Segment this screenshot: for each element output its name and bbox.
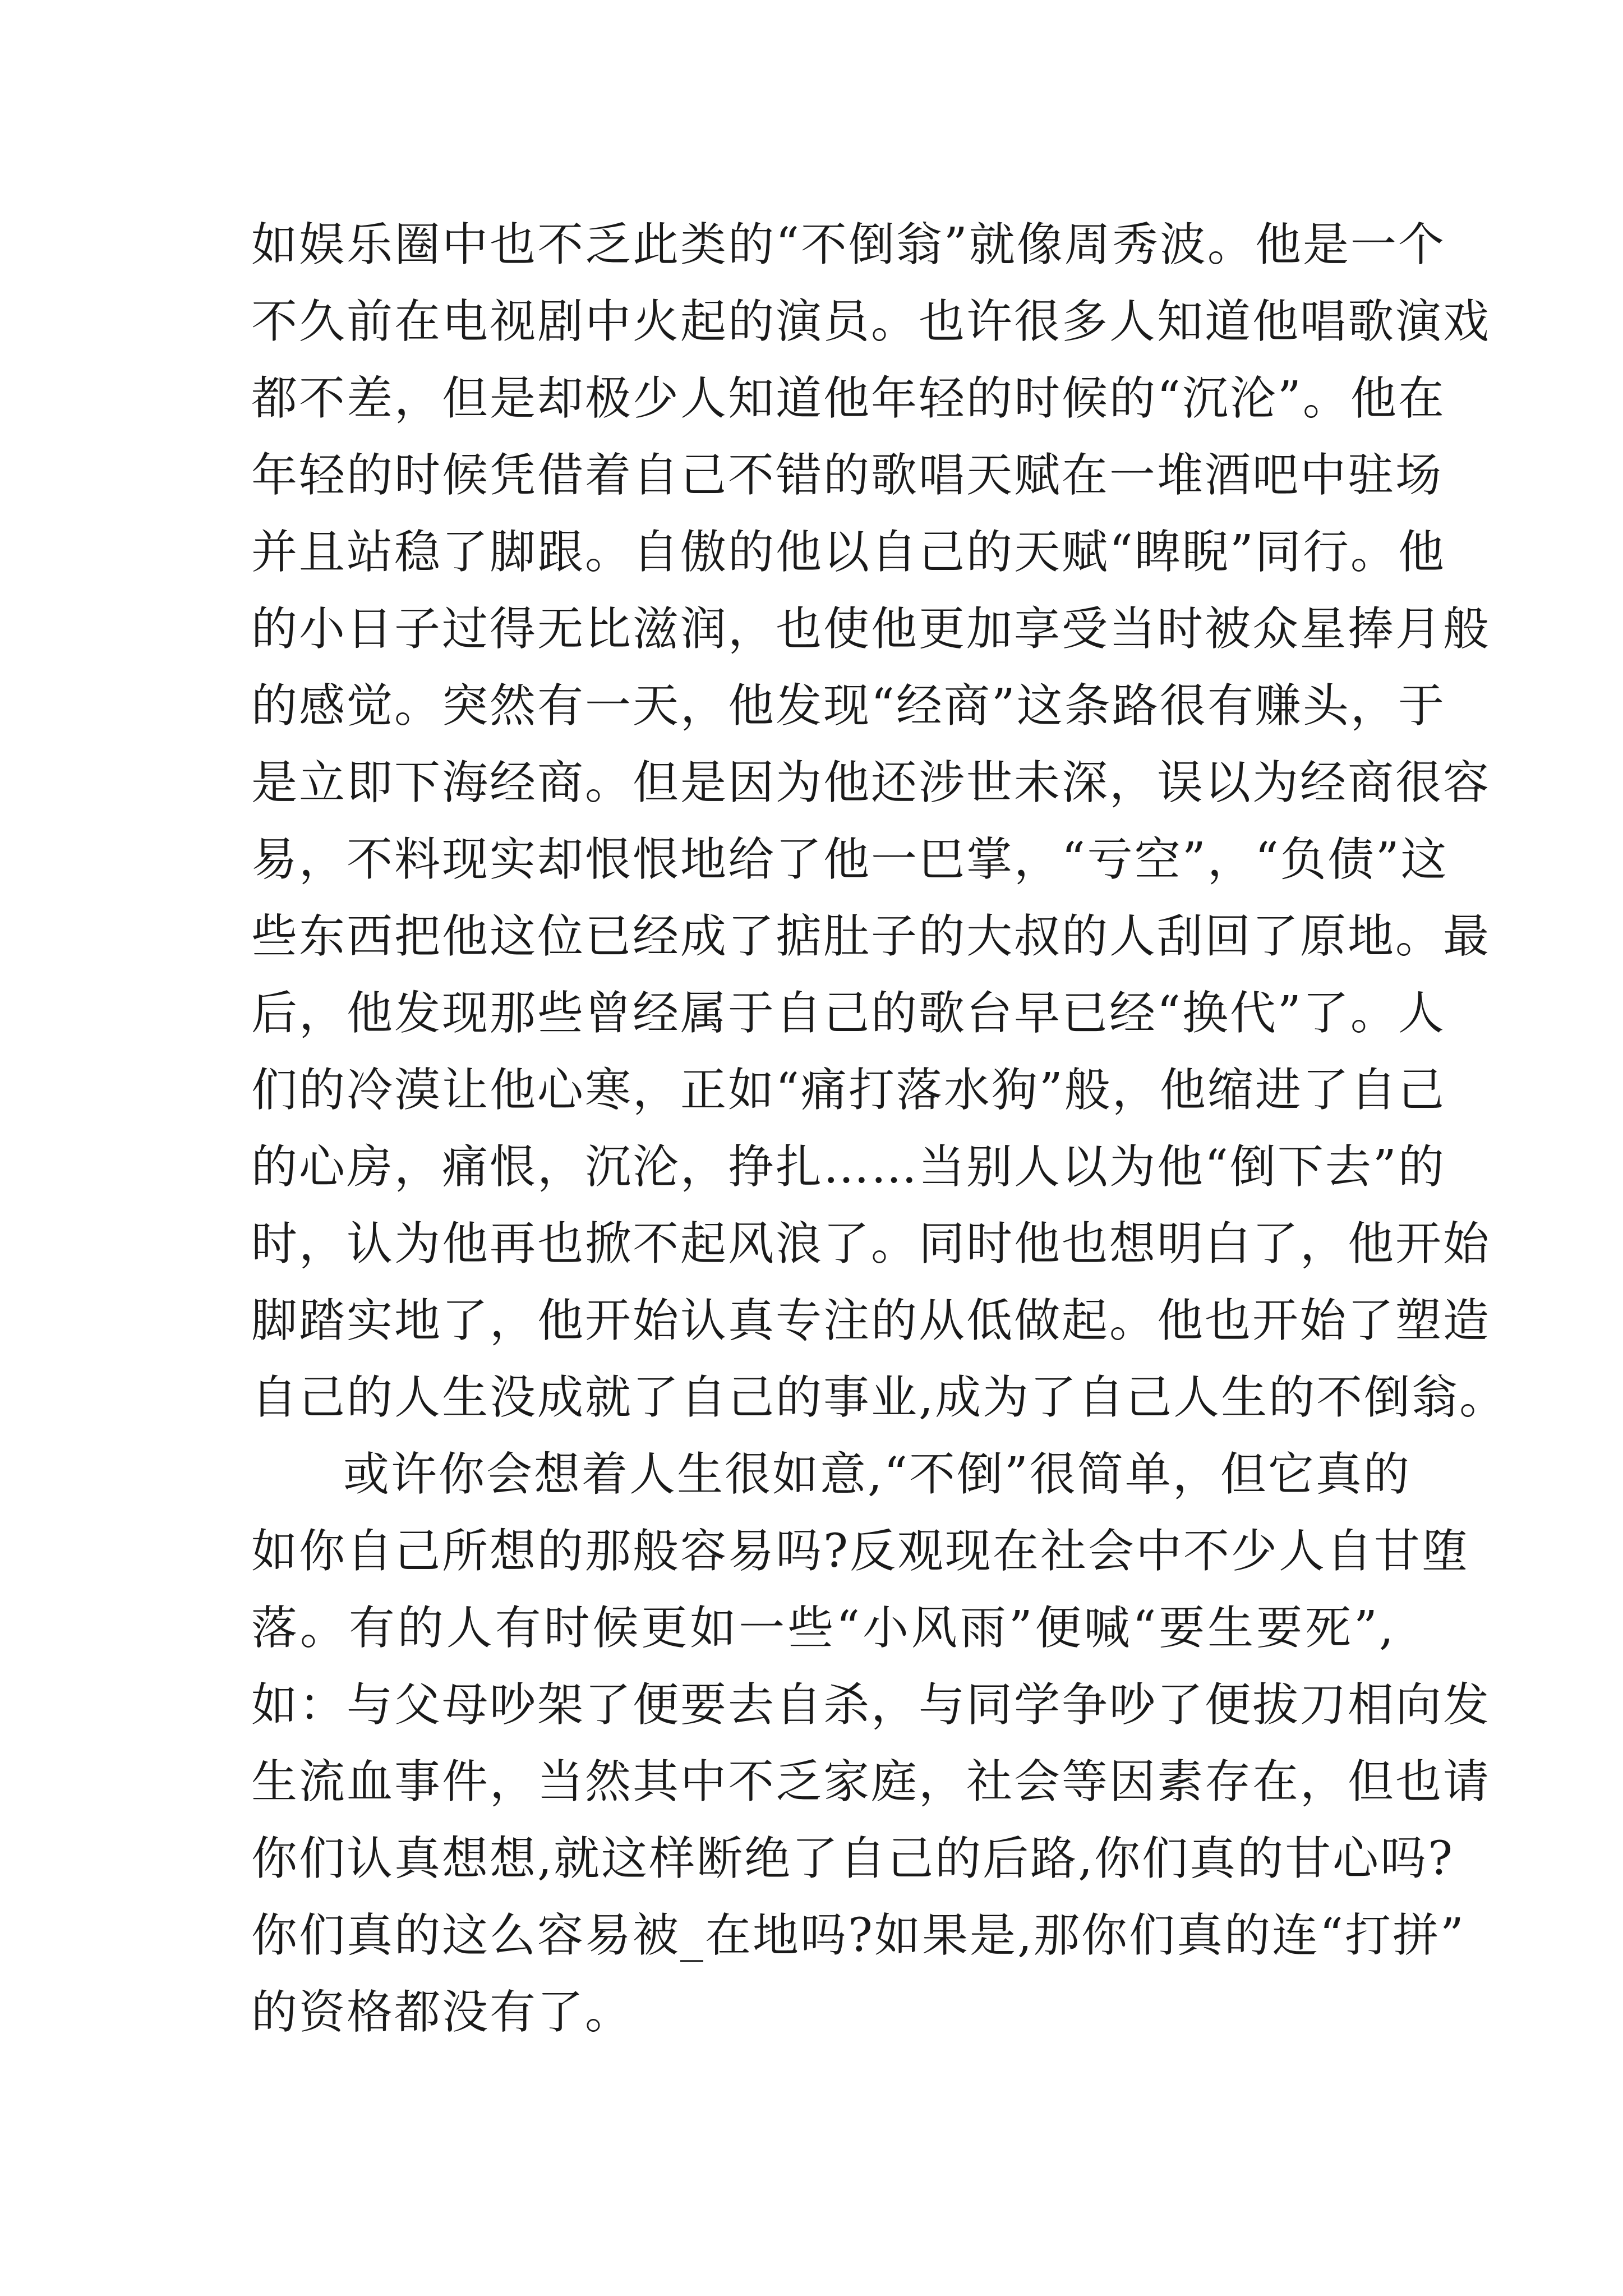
- text-line: 你们认真想想,就这样断绝了自己的后路,你们真的甘心吗?: [251, 1832, 1455, 1885]
- text-line: 时，认为他再也掀不起风浪了。同时他也想明白了，他开始: [251, 1217, 1491, 1271]
- text-line: 些东西把他这位已经成了掂肚子的大叔的人刮回了原地。最: [251, 910, 1491, 963]
- text-line: 的感觉。突然有一天，他发现“经商”这条路很有赚头，于: [251, 679, 1446, 733]
- paragraph-start-line: 或许你会想着人生很如意,“不倒”很简单，但它真的: [343, 1448, 1411, 1501]
- text-line: 并且站稳了脚跟。自傲的他以自己的天赋“睥睨”同行。他: [251, 526, 1446, 579]
- text-line: 后，他发现那些曾经属于自己的歌台早已经“换代”了。人: [251, 987, 1446, 1040]
- paragraph-end-line: 自己的人生没成就了自己的事业,成为了自己人生的不倒翁。: [251, 1371, 1507, 1424]
- text-line: 你们真的这么容易被_在地吗?如果是,那你们真的连“打拼”: [251, 1909, 1465, 1962]
- text-line: 的小日子过得无比滋润，也使他更加享受当时被众星捧月般: [251, 602, 1491, 656]
- text-line: 的心房，痛恨，沉沦，挣扎……当别人以为他“倒下去”的: [251, 1140, 1446, 1194]
- text-line: 易，不料现实却恨恨地给了他一巴掌，“亏空”，“负债”这: [251, 833, 1449, 886]
- text-line: 如你自己所想的那般容易吗?反观现在社会中不少人自甘堕: [251, 1525, 1469, 1578]
- text-line: 是立即下海经商。但是因为他还涉世未深，误以为经商很容: [251, 756, 1491, 809]
- text-line: 脚踏实地了，他开始认真专注的从低做起。他也开始了塑造: [251, 1294, 1491, 1347]
- text-line: 们的冷漠让他心寒，正如“痛打落水狗”般，他缩进了自己: [251, 1064, 1446, 1117]
- text-line: 落。有的人有时候更如一些“小风雨”便喊“要生要死”,: [251, 1602, 1395, 1655]
- text-line: 都不差，但是却极少人知道他年轻的时候的“沉沦”。他在: [251, 372, 1446, 425]
- text-line: 生流血事件，当然其中不乏家庭，社会等因素存在，但也请: [251, 1755, 1491, 1809]
- text-line: 不久前在电视剧中火起的演员。也许很多人知道他唱歌演戏: [251, 295, 1491, 348]
- paragraph-end-line: 的资格都没有了。: [251, 1986, 633, 2039]
- text-line: 如娱乐圈中也不乏此类的“不倒翁”就像周秀波。他是一个: [251, 218, 1446, 272]
- body-text: [251, 206, 1507, 2051]
- text-line: 如：与父母吵架了便要去自杀，与同学争吵了便拔刀相向发: [251, 1678, 1491, 1732]
- text-line: 年轻的时候凭借着自己不错的歌唱天赋在一堆酒吧中驻场: [251, 449, 1444, 502]
